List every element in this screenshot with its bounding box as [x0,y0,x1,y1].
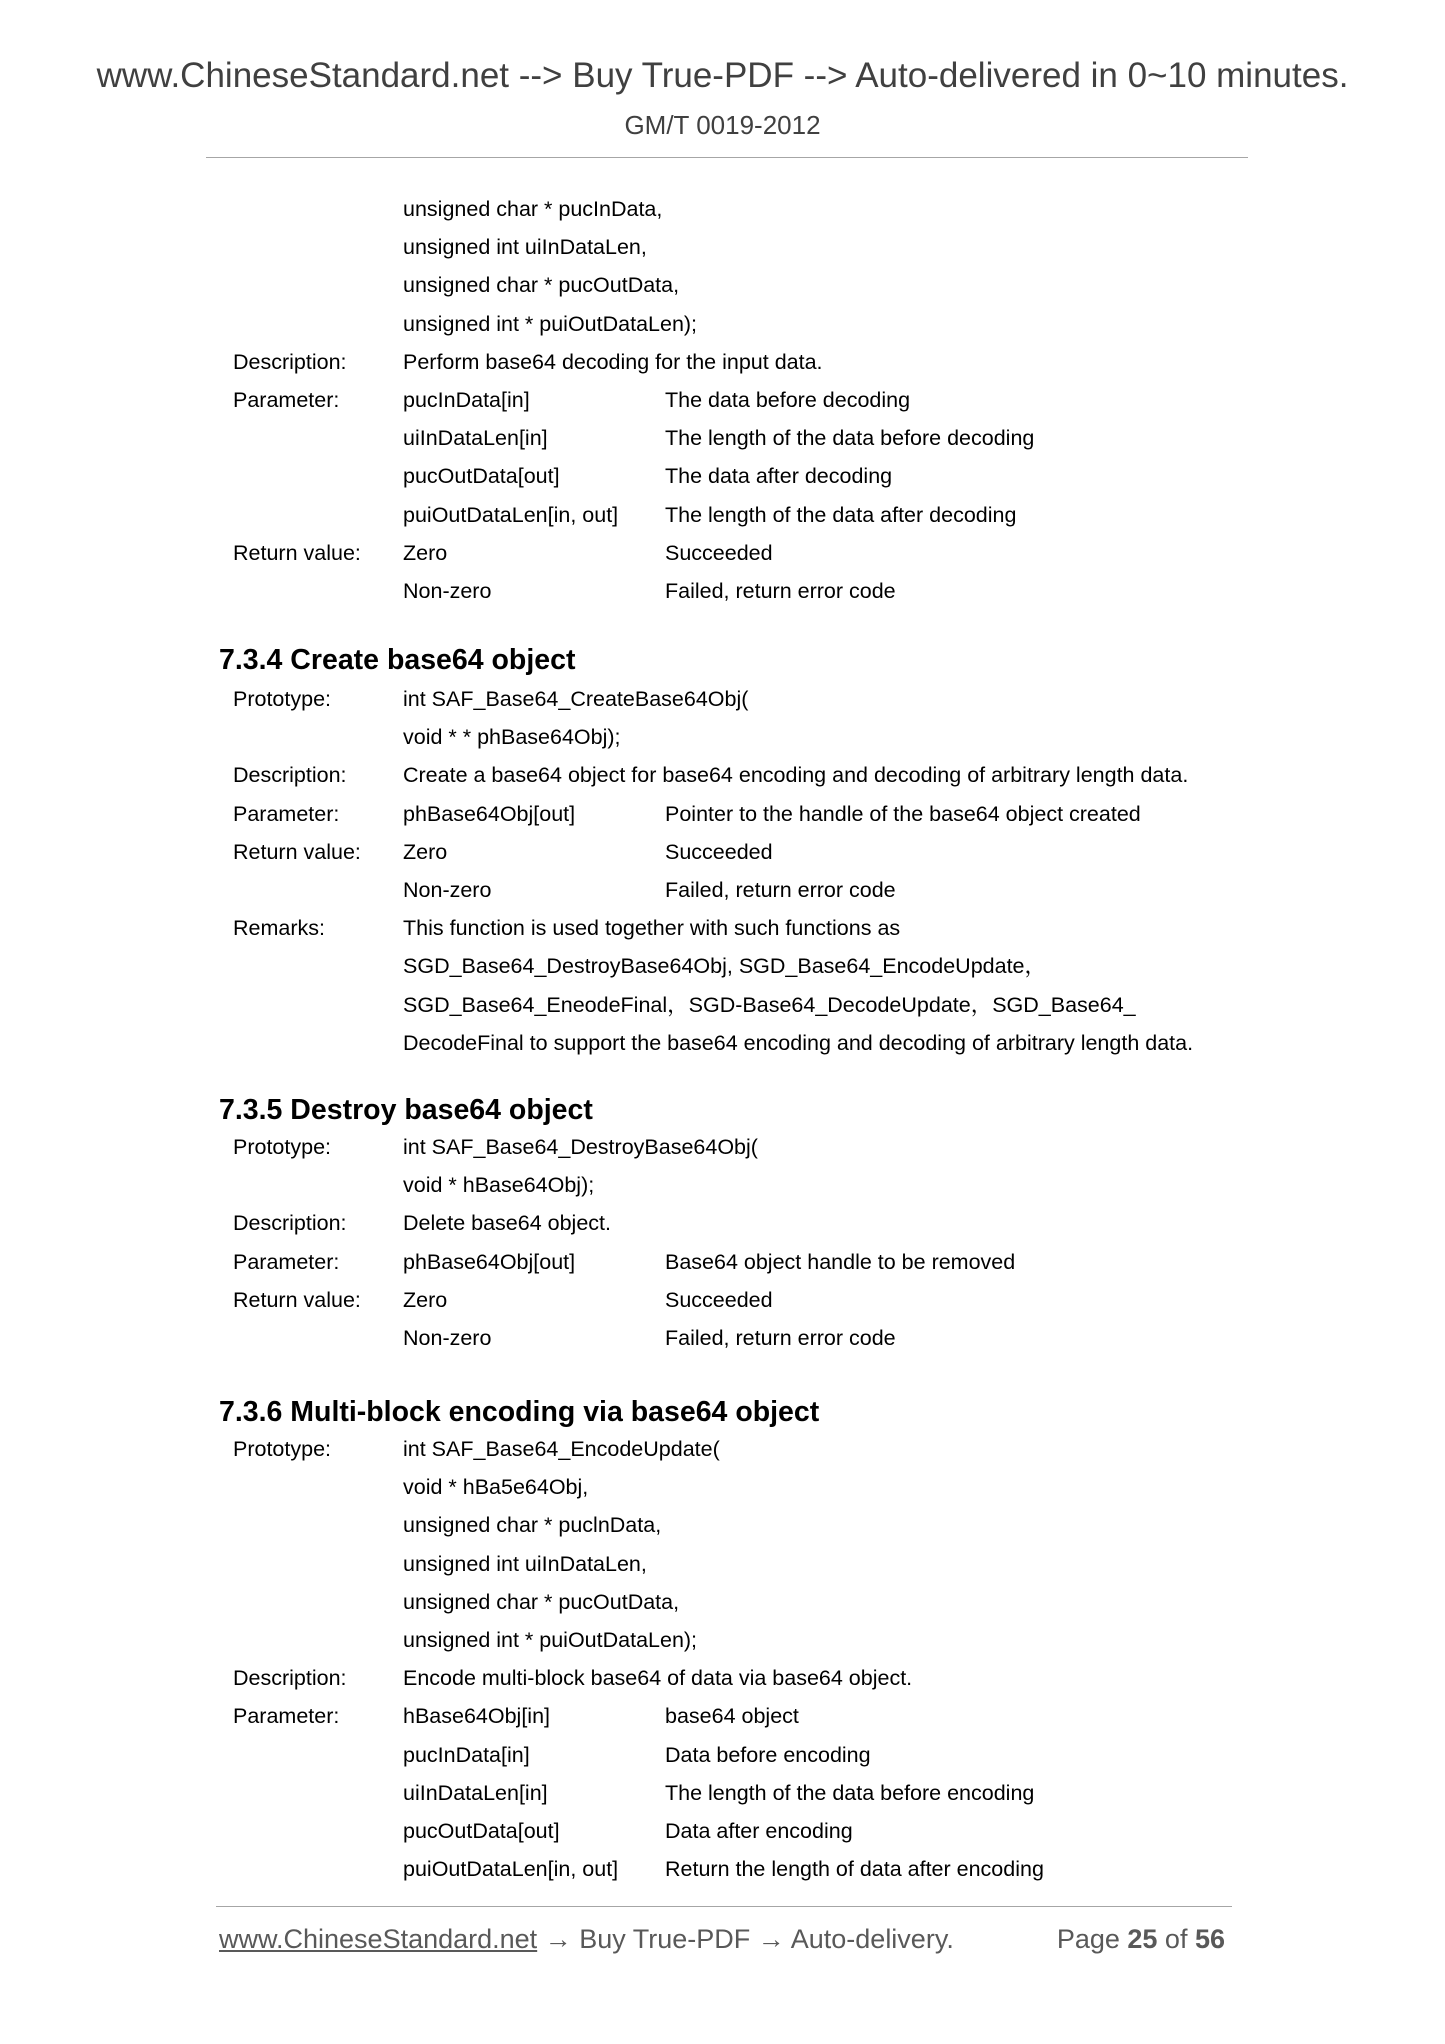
field-label: Prototype: [233,1437,331,1461]
field-description: Succeeded [665,540,773,565]
field-label: Parameter: [233,1704,340,1729]
field-value: Zero [403,540,448,565]
field-description: Pointer to the handle of the base64 object created [665,801,1141,826]
page-current: 25 [1127,1924,1158,1954]
field-value: unsigned char * pucOutData, [403,1589,680,1614]
field-value: puiOutDataLen[in, out] [403,502,619,527]
field-value: Perform base64 decoding for the input data. [403,349,823,374]
field-value: unsigned char * puclnData, [403,1513,662,1538]
document-code: GM/T 0019-2012 [624,110,821,140]
field-value: unsigned int uiInDataLen, [403,235,647,260]
field-value: unsigned int * puiOutDataLen); [403,311,698,336]
field-description: Failed, return error code [665,579,896,603]
field-value: pucInData[in] [403,1742,530,1767]
field-value: Non-zero [403,1326,492,1350]
field-value: uiInDataLen[in] [403,426,548,451]
field-value: Encode multi-block base64 of data via base64 object. [403,1666,913,1691]
page-of-word: of [1157,1924,1195,1954]
field-description: Failed, return error code [665,878,896,902]
field-label: Description: [233,1666,347,1691]
field-description: base64 object [665,1704,799,1729]
field-value: Non-zero [403,579,492,603]
field-value: Zero [403,1287,448,1312]
field-value: pucOutData[out] [403,1819,560,1843]
page-word: Page [1056,1924,1128,1954]
field-value: This function is used together with such functions as [403,916,901,941]
header-divider [206,157,1248,158]
field-value: int SAF_Base64_DestroyBase64Obj( [403,1135,758,1159]
field-label: Return value: [233,540,361,565]
field-value: unsigned char * pucInData, [403,197,663,221]
field-value: Delete base64 object. [403,1211,611,1236]
field-value: hBase64Obj[in] [403,1704,551,1729]
field-description: Succeeded [665,1287,773,1312]
field-description: Data before encoding [665,1742,871,1767]
field-value: SGD_Base64_EneodeFinal，SGD-Base64_DecodeUpdate，SGD_Base64_ [403,992,1136,1017]
field-label: Parameter: [233,388,340,412]
field-label: Description: [233,763,347,788]
field-value: void * hBa5e64Obj, [403,1475,589,1500]
field-value: unsigned int * puiOutDataLen); [403,1628,698,1652]
field-value: DecodeFinal to support the base64 encoding and decoding of arbitrary length data. [403,1030,1194,1055]
field-label: Return value: [233,1287,361,1312]
field-value: Create a base64 object for base64 encoding and decoding of arbitrary length data. [403,763,1189,788]
field-description: Failed, return error code [665,1326,896,1350]
field-label: Parameter: [233,801,340,826]
field-description: The length of the data before decoding [665,426,1035,451]
field-value: phBase64Obj[out] [403,1249,576,1274]
header-banner: www.ChineseStandard.net --> Buy True-PDF --> Auto-delivered in 0~10 minutes. [96,56,1349,95]
field-value: phBase64Obj[out] [403,801,576,826]
field-label: Description: [233,349,347,374]
footer-tagline: → Buy True-PDF → Auto-delivery. [537,1924,954,1954]
section-heading: 7.3.4 Create base64 object [219,644,576,676]
footer-site-link[interactable]: www.ChineseStandard.net [219,1924,538,1954]
field-description: The length of the data before encoding [665,1780,1035,1805]
field-value: Non-zero [403,878,492,902]
field-value: unsigned int uiInDataLen, [403,1551,647,1576]
field-value: SGD_Base64_DestroyBase64Obj, SGD_Base64_EncodeUpdate， [403,954,1046,979]
field-value: int SAF_Base64_EncodeUpdate( [403,1437,720,1461]
page-number [1057,1924,1225,1955]
field-value: pucInData[in] [403,388,530,412]
field-description: Return the length of data after encoding [665,1857,1044,1882]
section-heading: 7.3.5 Destroy base64 object [219,1094,593,1126]
field-label: Description: [233,1211,347,1236]
field-value: void * hBase64Obj); [403,1173,595,1198]
field-label: Parameter: [233,1249,340,1274]
footer-divider [216,1906,1232,1907]
field-value: int SAF_Base64_CreateBase64Obj( [403,687,749,711]
field-description: Succeeded [665,839,773,864]
field-description: Data after encoding [665,1819,853,1843]
page-total: 56 [1194,1924,1225,1954]
section-heading: 7.3.6 Multi-block encoding via base64 object [219,1396,820,1428]
footer-links [219,1924,954,1955]
field-label: Prototype: [233,687,331,711]
field-value: Zero [403,839,448,864]
field-value: uiInDataLen[in] [403,1780,548,1805]
field-description: Base64 object handle to be removed [665,1249,1016,1274]
field-value: puiOutDataLen[in, out] [403,1857,619,1882]
field-description: The data before decoding [665,388,911,412]
field-description: The data after decoding [665,464,893,489]
field-label: Return value: [233,839,361,864]
field-value: unsigned char * pucOutData, [403,273,680,298]
field-value: void * * phBase64Obj); [403,725,621,750]
field-label: Remarks: [233,916,325,941]
field-description: The length of the data after decoding [665,502,1017,527]
field-label: Prototype: [233,1135,331,1159]
field-value: pucOutData[out] [403,464,560,489]
